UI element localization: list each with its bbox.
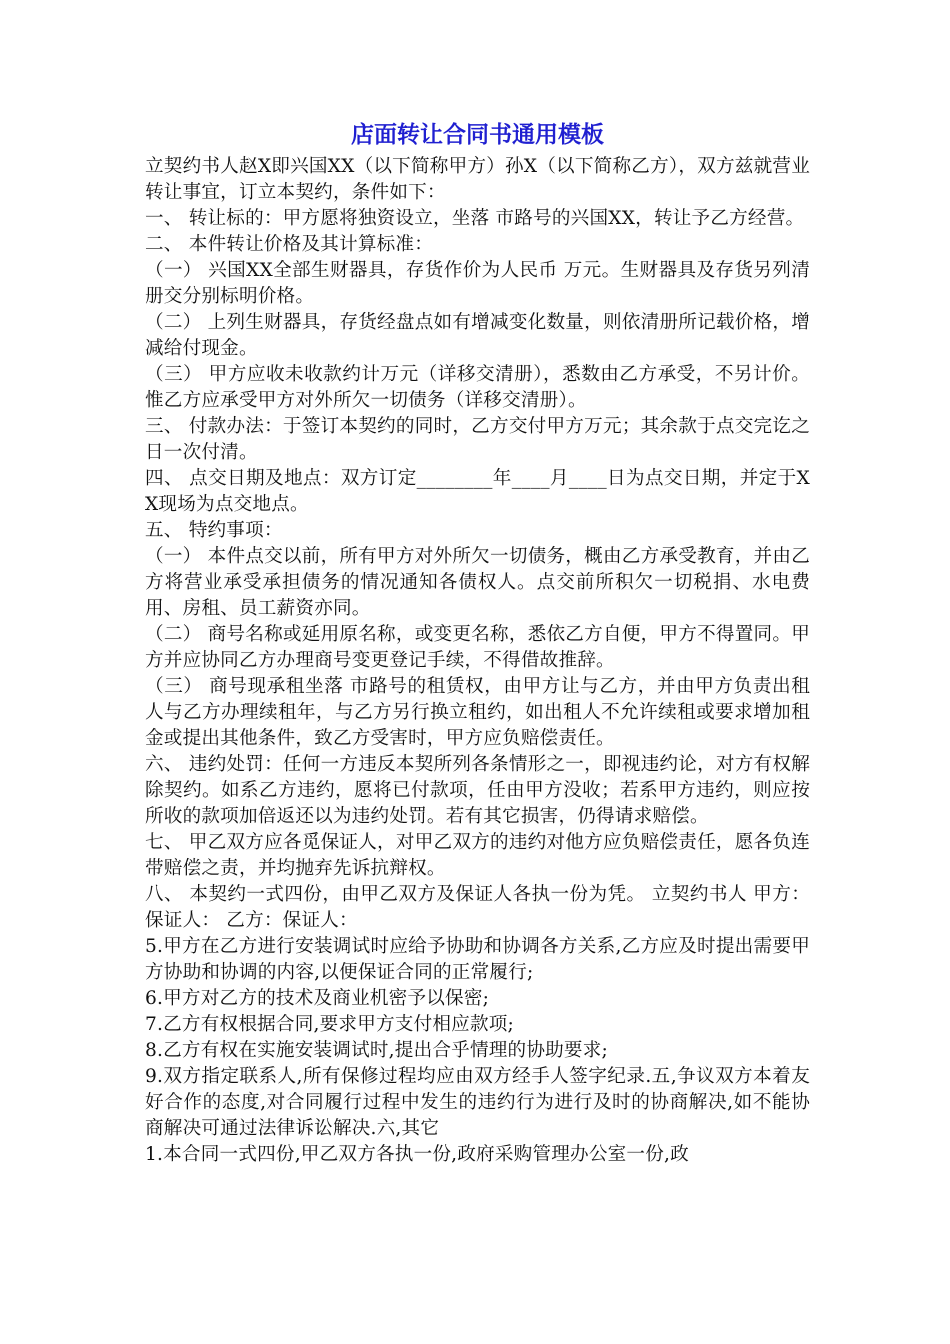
paragraph-item-5: 5.甲方在乙方进行安装调试时应给予协助和协调各方关系,乙方应及时提出需要甲方协助和协调的内容,以便保证合同的正常履行; (145, 936, 810, 983)
paragraph-clause-7: 七、 甲乙双方应各觅保证人，对甲乙双方的违约对他方应负赔偿责任，愿各负连带赔偿之责，并均抛弃先诉抗辩权。 (145, 832, 810, 879)
paragraph-item-1: 1.本合同一式四份,甲乙双方各执一份,政府采购管理办公室一份,政 (145, 1144, 689, 1165)
paragraph-item-9: 9.双方指定联系人,所有保修过程均应由双方经手人签字纪录.五,争议双方本着友好合作的态度,对合同履行过程中发生的违约行为进行及时的协商解决,如不能协商解决可通过法律诉讼解决.六,其它 (145, 1066, 810, 1139)
paragraph-clause-5-3: （三） 商号现承租坐落 市路号的租赁权，由甲方让与乙方，并由甲方负责出租人与乙方办理续租年，与乙方另行换立租约，如出租人不允许续租或要求增加租金或提出其他条件，致乙方受害时，甲方应负赔偿责任。 (145, 676, 810, 749)
paragraph-item-6: 6.甲方对乙方的技术及商业机密予以保密; (145, 988, 490, 1009)
paragraph-clause-4: 四、 点交日期及地点：双方订定________年____月____日为点交日期，并定于XX现场为点交地点。 (145, 468, 810, 515)
paragraph-preamble: 立契约书人赵X即兴国XX（以下简称甲方）孙X（以下简称乙方），双方兹就营业转让事宜，订立本契约，条件如下： (145, 156, 810, 203)
paragraph-clause-8: 八、 本契约一式四份，由甲乙双方及保证人各执一份为凭。 立契约书人 甲方：保证人： 乙方：保证人： (145, 884, 810, 931)
paragraph-clause-2: 二、 本件转让价格及其计算标准： (145, 234, 434, 255)
paragraph-clause-2-2: （二） 上列生财器具，存货经盘点如有增减变化数量，则依清册所记载价格，增减给付现金。 (145, 312, 810, 359)
paragraph-clause-2-1: （一） 兴国XX全部生财器具，存货作价为人民币 万元。生财器具及存货另列清册交分别标明价格。 (145, 260, 810, 307)
paragraph-clause-1: 一、 转让标的：甲方愿将独资设立，坐落 市路号的兴国XX，转让予乙方经营。 (145, 208, 805, 229)
paragraph-clause-5-2: （二） 商号名称或延用原名称，或变更名称，悉依乙方自便，甲方不得置同。甲方并应协同乙方办理商号变更登记手续，不得借故推辞。 (145, 624, 810, 671)
paragraph-item-8: 8.乙方有权在实施安装调试时,提出合乎情理的协助要求; (145, 1040, 608, 1061)
paragraph-clause-5-1: （一） 本件点交以前，所有甲方对外所欠一切债务，概由乙方承受教育，并由乙方将营业承受承担债务的情况通知各债权人。点交前所积欠一切税捐、水电费用、房租、员工薪资亦同。 (145, 546, 810, 619)
paragraph-clause-2-3: （三） 甲方应收未收款约计万元（详移交清册），悉数由乙方承受，不另计价。惟乙方应承受甲方对外所欠一切债务（详移交清册）。 (145, 364, 810, 411)
document-page (145, 118, 810, 1168)
document-title: 店面转让合同书通用模板 (351, 122, 604, 148)
paragraph-item-7: 7.乙方有权根据合同,要求甲方支付相应款项; (145, 1014, 515, 1035)
paragraph-clause-6: 六、 违约处罚：任何一方违反本契所列各条情形之一，即视违约论，对方有权解除契约。如系乙方违约，愿将已付款项，任由甲方没收；若系甲方违约，则应按所收的款项加倍返还以为违约处罚。若有其它损害，仍得请求赔偿。 (145, 754, 810, 827)
paragraph-clause-3: 三、 付款办法：于签订本契约的同时，乙方交付甲方万元；其余款于点交完讫之日一次付清。 (145, 416, 810, 463)
paragraph-clause-5: 五、 特约事项： (145, 520, 283, 541)
document-body (145, 154, 810, 1168)
